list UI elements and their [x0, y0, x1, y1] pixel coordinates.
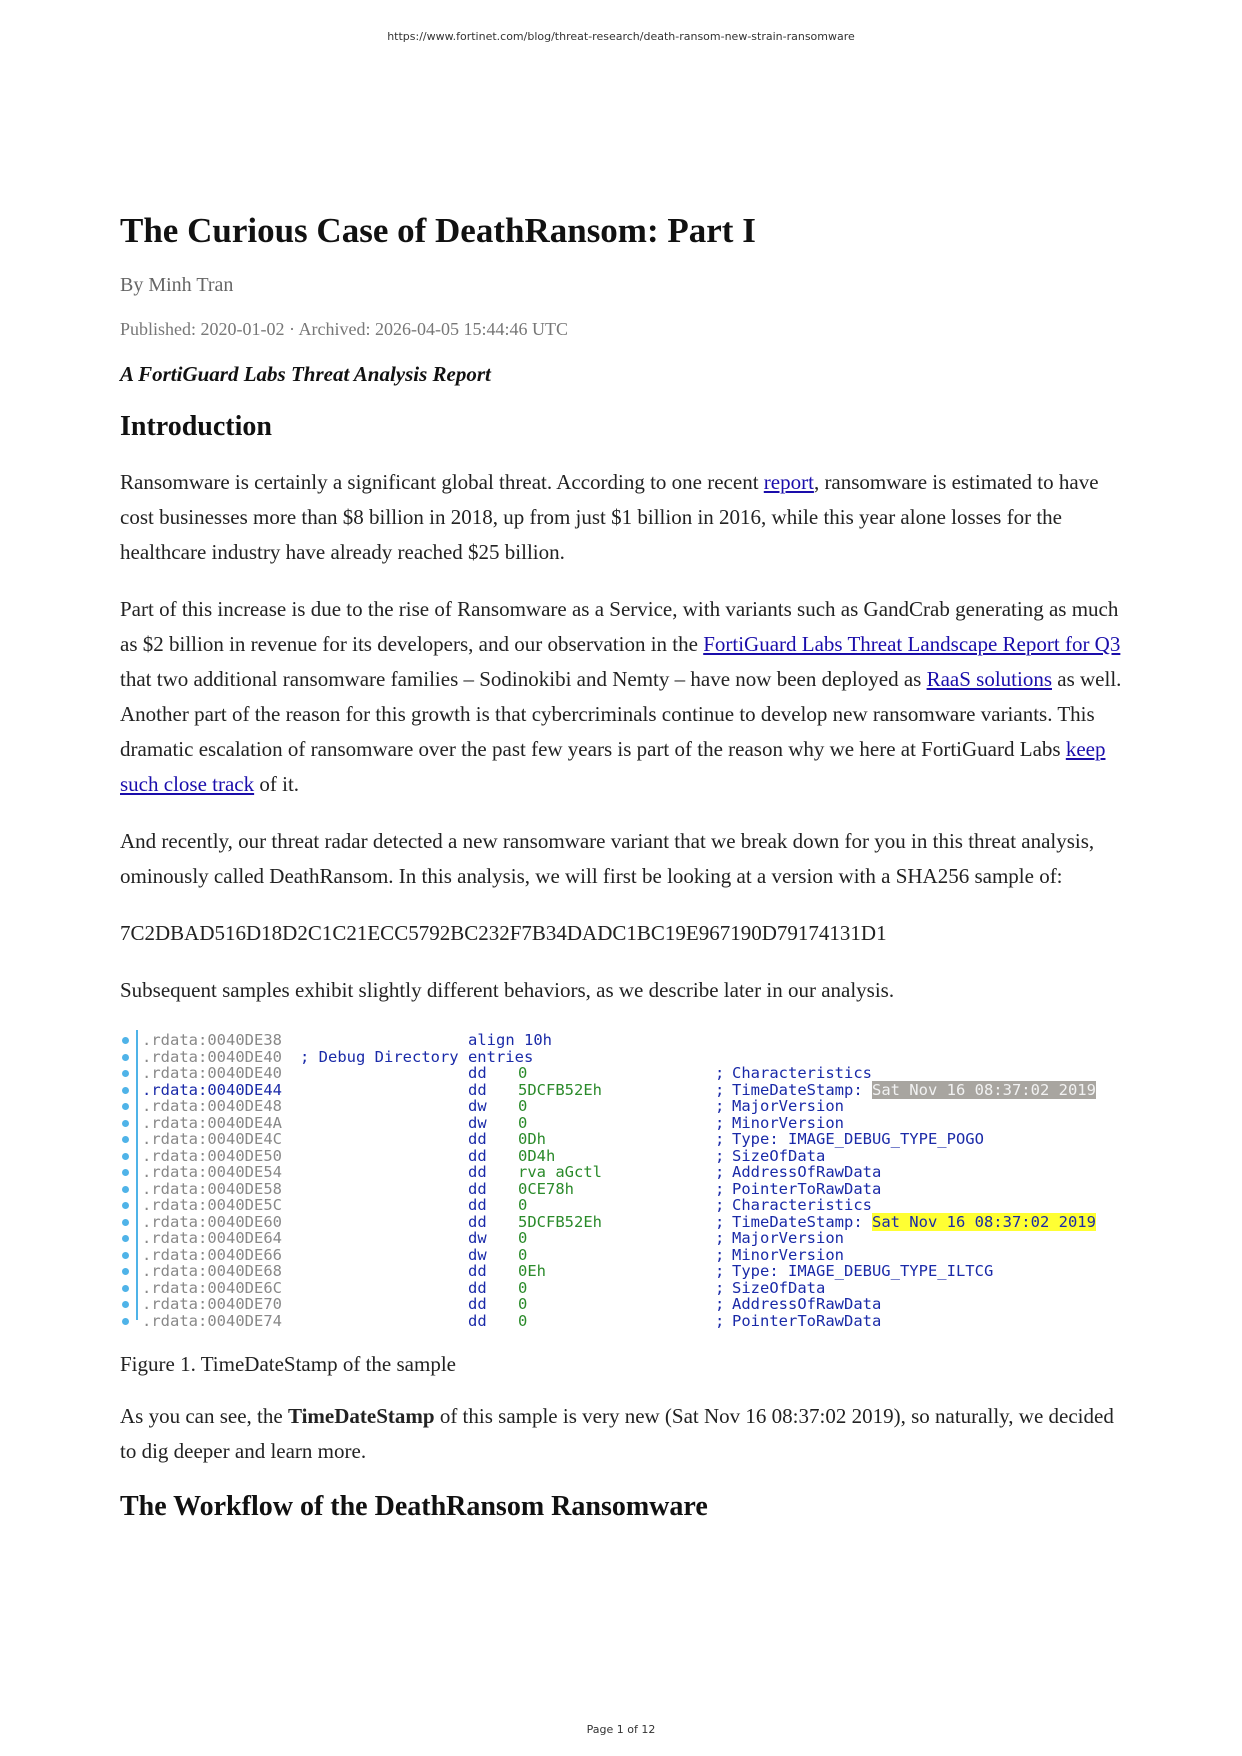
disasm-operand: 0Dh: [518, 1130, 546, 1148]
p1-text-before: Ransomware is certainly a significant global threat. According to one recent: [120, 470, 764, 494]
row-marker-icon: [122, 1252, 129, 1259]
row-marker-icon: [122, 1120, 129, 1127]
timedatestamp-bold: TimeDateStamp: [287, 1404, 435, 1428]
disasm-instruction: dd: [468, 1163, 487, 1181]
disasm-row: [120, 1197, 1130, 1214]
disasm-address: .rdata:0040DE4A: [142, 1113, 282, 1132]
comment-marker: ;: [715, 1262, 725, 1280]
disasm-comment: SizeOfData: [732, 1146, 826, 1165]
row-marker-icon: [122, 1186, 129, 1193]
disasm-instruction: dw: [468, 1113, 487, 1132]
article-content: [120, 210, 1130, 1545]
paragraph-4: Subsequent samples exhibit slightly different behaviors, as we describe later in our analysis.: [120, 978, 895, 1002]
comment-marker: ;: [715, 1097, 725, 1115]
author-byline: By Minh Tran: [120, 274, 234, 296]
raas-solutions-link[interactable]: RaaS solutions: [926, 667, 1052, 691]
disasm-comment: Type: IMAGE_DEBUG_TYPE_ILTCG: [732, 1262, 994, 1280]
disasm-operand: 0: [518, 1229, 528, 1247]
disasm-address: .rdata:0040DE74: [142, 1311, 282, 1330]
disasm-instruction: dd: [468, 1262, 487, 1280]
close-track-link[interactable]: keep such close track: [120, 737, 1106, 796]
comment-marker: ;: [715, 1295, 725, 1313]
disasm-address: .rdata:0040DE6C: [142, 1278, 282, 1297]
disasm-comment: MinorVersion: [732, 1113, 844, 1132]
comment-marker: ;: [715, 1229, 725, 1247]
disasm-operand: 0: [518, 1311, 528, 1330]
debug-directory-label: ; Debug Directory entries: [300, 1047, 534, 1066]
p2-text-2: that two additional ransomware families – Sodinokibi and Nemty – have now been deployed as: [120, 667, 927, 691]
page-number: Page 1 of 12: [586, 1723, 656, 1736]
disasm-operand: 0D4h: [518, 1146, 556, 1165]
paragraph-5: [120, 1399, 1130, 1469]
disasm-instruction: dd: [468, 1179, 487, 1198]
comment-marker: ;: [715, 1212, 725, 1231]
disasm-row: [120, 1148, 1130, 1165]
disasm-comment: Characteristics: [732, 1064, 872, 1082]
disasm-row: [120, 1131, 1130, 1148]
timestamp-highlight: Sat Nov 16 08:37:02 2019: [871, 1080, 1096, 1099]
disasm-operand: 0: [518, 1245, 528, 1264]
comment-marker: ;: [715, 1113, 725, 1132]
disasm-row: [120, 1065, 1130, 1082]
disasm-operand: 0: [518, 1295, 528, 1313]
disasm-comment: AddressOfRawData: [732, 1295, 882, 1313]
disasm-operand: 0Eh: [518, 1262, 546, 1280]
paragraph-3: And recently, our threat radar detected a new ransomware variant that we break down for you in this threat analysis, ominously called DeathRansom. In this analysis, we will first be looking at a version with a SHA256 sample of:: [120, 829, 1095, 888]
disasm-operand: 0: [518, 1097, 528, 1115]
disasm-instruction: dd: [468, 1311, 487, 1330]
disasm-instruction: dd: [468, 1130, 487, 1148]
disasm-operand: 0: [518, 1196, 528, 1214]
disasm-row: [120, 1280, 1130, 1297]
workflow-heading: The Workflow of the DeathRansom Ransomware: [120, 1491, 708, 1522]
intro-heading: Introduction: [120, 411, 272, 442]
disasm-address: .rdata:0040DE54: [142, 1163, 282, 1181]
disasm-comment: Type: IMAGE_DEBUG_TYPE_POGO: [732, 1130, 984, 1148]
disasm-row: [120, 1230, 1130, 1247]
disasm-address: .rdata:0040DE4C: [142, 1130, 282, 1148]
disasm-row: [120, 1115, 1130, 1132]
disasm-row: [120, 1296, 1130, 1313]
p1-text-after: , ransomware is estimated to have cost businesses more than $8 billion in 2018, up from just $1 billion in 2016, while this year alone losses for the healthcare industry have already reached $25 billion.: [120, 470, 1099, 564]
disasm-address: .rdata:0040DE66: [142, 1245, 282, 1264]
disasm-row: [120, 1313, 1130, 1330]
comment-marker: ;: [715, 1245, 725, 1264]
disasm-row: [120, 1032, 1130, 1049]
disasm-address: .rdata:0040DE70: [142, 1295, 282, 1313]
disasm-comment: PointerToRawData: [732, 1179, 882, 1198]
disasm-row: [120, 1049, 1130, 1066]
disasm-address: .rdata:0040DE40: [142, 1047, 282, 1066]
row-marker-icon: [122, 1136, 129, 1143]
publish-meta: Published: 2020-01-02 · Archived: 2026-04-05 15:44:46 UTC: [120, 319, 568, 339]
row-marker-icon: [122, 1301, 129, 1308]
disasm-operand: rva aGctl: [518, 1163, 602, 1181]
comment-marker: ;: [715, 1080, 725, 1099]
row-marker-icon: [122, 1070, 129, 1077]
row-marker-icon: [122, 1268, 129, 1275]
disasm-comment: PointerToRawData: [732, 1311, 882, 1330]
disasm-operand: 0CE78h: [518, 1179, 574, 1198]
row-marker-icon: [122, 1037, 129, 1044]
disassembly-figure: [120, 1030, 1130, 1330]
disasm-row: [120, 1263, 1130, 1280]
p2-text-3: as well. Another part of the reason for this growth is that cybercriminals continue to develop new ransomware variants. This dramatic escalation of ransomware over the past few years is part of the reason why we here at FortiGuard Labs: [120, 667, 1122, 761]
row-marker-icon: [122, 1235, 129, 1242]
disasm-comment: SizeOfData: [732, 1278, 826, 1297]
p5-text-before: As you can see, the: [120, 1404, 288, 1428]
disasm-row: [120, 1082, 1130, 1099]
threat-landscape-report-link[interactable]: FortiGuard Labs Threat Landscape Report for Q3: [703, 632, 1121, 656]
disasm-address: .rdata:0040DE58: [142, 1179, 282, 1198]
disasm-instruction: dd: [468, 1196, 487, 1214]
disasm-instruction: dd: [468, 1146, 487, 1165]
comment-marker: ;: [715, 1311, 725, 1330]
disasm-operand: 0: [518, 1113, 528, 1132]
row-marker-icon: [122, 1219, 129, 1226]
source-url: https://www.fortinet.com/blog/threat-research/death-ransom-new-strain-ransomware: [387, 30, 855, 43]
disasm-operand: 5DCFB52Eh: [518, 1080, 602, 1099]
disasm-row: [120, 1098, 1130, 1115]
disasm-comment: Characteristics: [732, 1196, 872, 1214]
disasm-instruction: dw: [468, 1229, 487, 1247]
p2-text-4: of it.: [254, 772, 300, 796]
disasm-instruction: dd: [468, 1212, 487, 1231]
disasm-address: .rdata:0040DE64: [142, 1229, 282, 1247]
row-marker-icon: [122, 1318, 129, 1325]
row-marker-icon: [122, 1087, 129, 1094]
disasm-comment: MajorVersion: [732, 1097, 844, 1115]
disasm-operand: 0: [518, 1278, 528, 1297]
disasm-address: .rdata:0040DE40: [142, 1064, 282, 1082]
disasm-comment: MajorVersion: [732, 1229, 844, 1247]
disasm-address: .rdata:0040DE38: [142, 1031, 282, 1049]
comment-marker: ;: [715, 1163, 725, 1181]
comment-marker: ;: [715, 1196, 725, 1214]
disasm-row: [120, 1181, 1130, 1198]
disasm-address: .rdata:0040DE44: [142, 1080, 282, 1099]
disasm-instruction: dw: [468, 1245, 487, 1264]
timestamp-highlight: Sat Nov 16 08:37:02 2019: [871, 1212, 1096, 1231]
comment-marker: ;: [715, 1278, 725, 1297]
disasm-comment: AddressOfRawData: [732, 1163, 882, 1181]
paragraph-1: [120, 465, 1130, 570]
disasm-address: .rdata:0040DE5C: [142, 1196, 282, 1214]
comment-marker: ;: [715, 1146, 725, 1165]
comment-marker: ;: [715, 1179, 725, 1198]
page-title: The Curious Case of DeathRansom: Part I: [120, 211, 756, 250]
disasm-row: [120, 1164, 1130, 1181]
row-marker-icon: [122, 1285, 129, 1292]
disasm-instruction: align 10h: [468, 1031, 552, 1049]
paragraph-2: [120, 592, 1130, 802]
report-subtitle: A FortiGuard Labs Threat Analysis Report: [120, 362, 491, 386]
figure-caption: Figure 1. TimeDateStamp of the sample: [120, 1352, 456, 1376]
p5-text-after: of this sample is very new (Sat Nov 16 08:37:02 2019), so naturally, we decided to dig deeper and learn more.: [120, 1404, 1114, 1463]
disasm-comment: TimeDateStamp: Sat Nov 16 08:37:02 2019: [732, 1080, 1096, 1099]
disasm-row: [120, 1214, 1130, 1231]
disasm-address: .rdata:0040DE48: [142, 1097, 282, 1115]
disasm-operand: 0: [518, 1064, 528, 1082]
sha256-hash: 7C2DBAD516D18D2C1C21ECC5792BC232F7B34DADC1BC19E967190D79174131D1: [120, 921, 887, 945]
disasm-comment: MinorVersion: [732, 1245, 844, 1264]
row-marker-icon: [122, 1153, 129, 1160]
row-marker-icon: [122, 1202, 129, 1209]
comment-marker: ;: [715, 1130, 725, 1148]
disasm-address: .rdata:0040DE50: [142, 1146, 282, 1165]
disasm-instruction: dd: [468, 1080, 487, 1099]
p2-text-1: Part of this increase is due to the rise of Ransomware as a Service, with variants such as GandCrab generating as much as $2 billion in revenue for its developers, and our observation in the: [120, 597, 1119, 656]
comment-marker: ;: [715, 1064, 725, 1082]
row-marker-icon: [122, 1103, 129, 1110]
disasm-comment: TimeDateStamp: Sat Nov 16 08:37:02 2019: [732, 1212, 1096, 1231]
disasm-instruction: dd: [468, 1278, 487, 1297]
row-marker-icon: [122, 1169, 129, 1176]
disasm-operand: 5DCFB52Eh: [518, 1212, 602, 1231]
disasm-address: .rdata:0040DE68: [142, 1262, 282, 1280]
disasm-row: [120, 1247, 1130, 1264]
disasm-instruction: dd: [468, 1064, 487, 1082]
disasm-instruction: dd: [468, 1295, 487, 1313]
disasm-instruction: dw: [468, 1097, 487, 1115]
row-marker-icon: [122, 1054, 129, 1061]
disasm-address: .rdata:0040DE60: [142, 1212, 282, 1231]
report-link[interactable]: report: [763, 470, 814, 494]
